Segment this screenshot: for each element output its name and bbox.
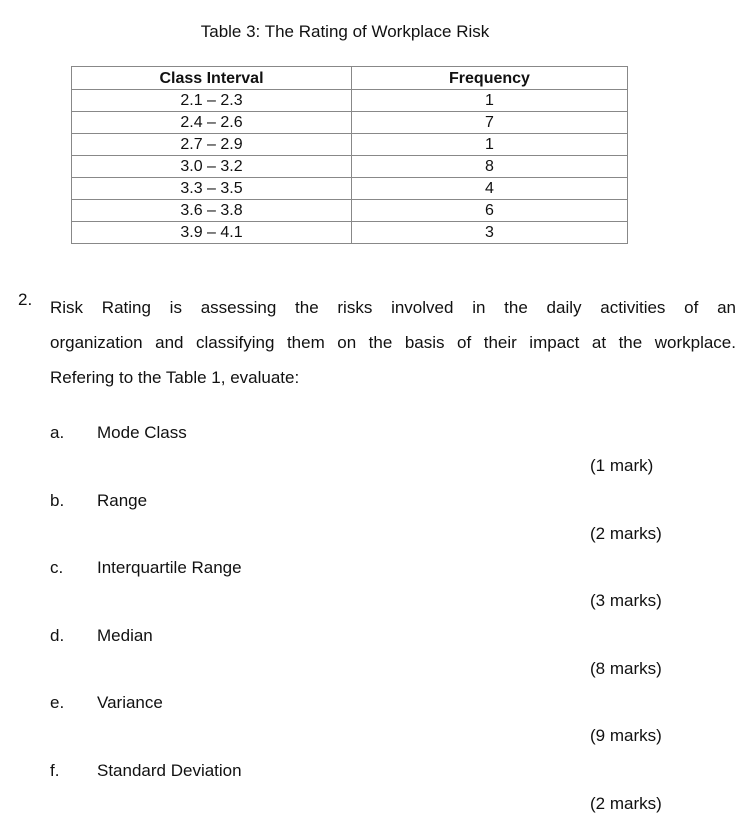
sub-question xyxy=(50,423,187,443)
sub-question xyxy=(50,761,242,781)
sub-question xyxy=(50,626,153,646)
marks-label: (2 marks) xyxy=(590,793,662,813)
class-interval-cell: 3.0 – 3.2 xyxy=(72,156,352,178)
class-interval-cell: 3.3 – 3.5 xyxy=(72,178,352,200)
sub-question xyxy=(50,693,163,713)
sub-question xyxy=(50,491,147,511)
frequency-cell: 7 xyxy=(352,112,628,134)
frequency-cell: 4 xyxy=(352,178,628,200)
sub-question-label: d. xyxy=(50,625,65,645)
frequency-table xyxy=(71,66,628,244)
class-interval-cell: 3.9 – 4.1 xyxy=(72,222,352,244)
frequency-cell: 8 xyxy=(352,156,628,178)
frequency-cell: 6 xyxy=(352,200,628,222)
table-header-row xyxy=(72,67,628,90)
table-caption: Table 3: The Rating of Workplace Risk xyxy=(200,22,490,41)
class-interval-cell: 2.7 – 2.9 xyxy=(72,134,352,156)
header-frequency: Frequency xyxy=(352,67,628,90)
sub-question-label: c. xyxy=(50,558,64,577)
class-interval-cell: 2.4 – 2.6 xyxy=(72,112,352,134)
sub-question-text: Interquartile Range xyxy=(97,558,242,577)
question-line: Risk Rating is assessing the risks involved in the daily activities of an xyxy=(50,298,736,317)
sub-question-label: b. xyxy=(50,490,65,510)
table-row xyxy=(72,200,628,222)
sub-question xyxy=(50,558,242,578)
table-row xyxy=(72,112,628,134)
sub-question-text: Standard Deviation xyxy=(97,760,242,780)
sub-question-text: Median xyxy=(97,625,153,645)
marks-label: (3 marks) xyxy=(590,591,662,610)
table-row xyxy=(72,134,628,156)
table-row xyxy=(72,178,628,200)
marks-label: (2 marks) xyxy=(590,523,662,543)
sub-question-label: a. xyxy=(50,423,65,442)
table-row xyxy=(72,156,628,178)
frequency-cell: 1 xyxy=(352,90,628,112)
frequency-cell: 1 xyxy=(352,134,628,156)
question-text xyxy=(50,290,736,395)
sub-question-label: f. xyxy=(50,760,60,780)
table-row xyxy=(72,222,628,244)
marks-label: (1 mark) xyxy=(590,456,654,475)
marks-label: (9 marks) xyxy=(590,726,662,745)
sub-question-text: Variance xyxy=(97,693,163,712)
question-line: Refering to the Table 1, evaluate: xyxy=(50,368,300,387)
class-interval-cell: 2.1 – 2.3 xyxy=(72,90,352,112)
question-number: 2. xyxy=(18,290,33,309)
sub-question-text: Mode Class xyxy=(97,423,187,442)
frequency-cell: 3 xyxy=(352,222,628,244)
question-line: organization and classifying them on the basis of their impact at the workplace. xyxy=(50,333,736,352)
class-interval-cell: 3.6 – 3.8 xyxy=(72,200,352,222)
header-class-interval: Class Interval xyxy=(72,67,352,90)
table-row xyxy=(72,90,628,112)
marks-label: (8 marks) xyxy=(590,658,662,678)
sub-question-text: Range xyxy=(97,490,148,510)
sub-question-label: e. xyxy=(50,693,65,712)
